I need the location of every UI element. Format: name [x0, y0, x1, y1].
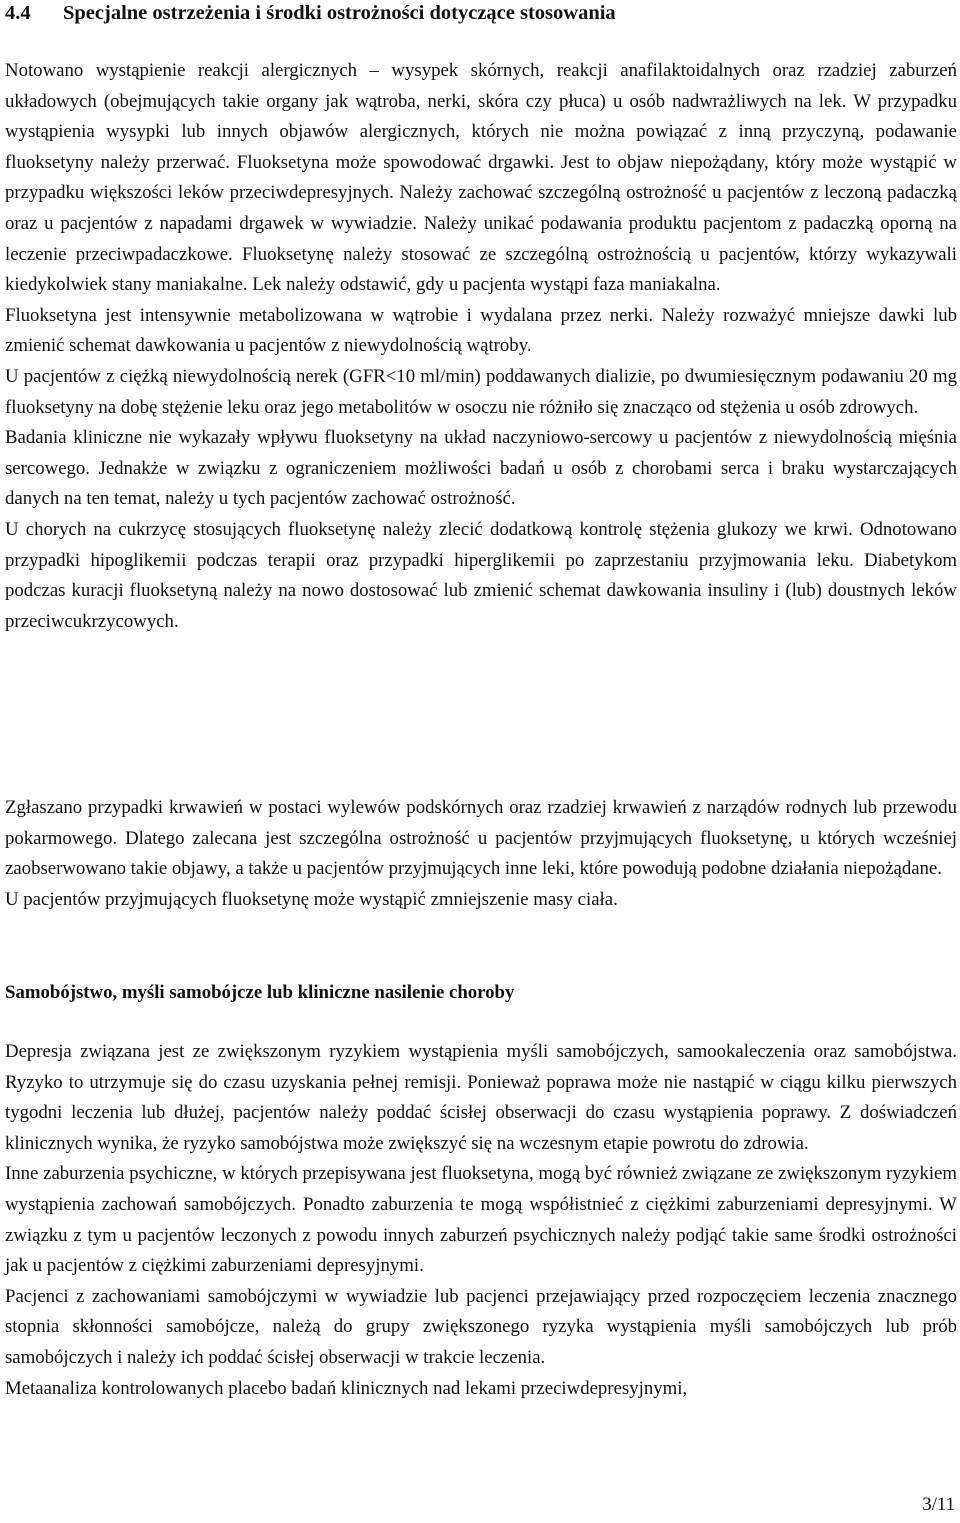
- paragraph-suicidal-history: Pacjenci z zachowaniami samobójczymi w wywiadzie lub pacjenci przejawiający przed rozpoczęciem leczenia znacznego stopnia skłonności samobójcze, należą do grupy zwiększonego ryzyka wystąpienia myśli samobójczych lub prób samobójczych i należy ich poddać ścisłej obserwacji w trakcie leczenia.: [5, 1285, 957, 1368]
- body-block-warnings: [5, 56, 957, 637]
- section-number: 4.4: [5, 2, 31, 24]
- paragraph-cardio: Badania kliniczne nie wykazały wpływu fluoksetyny na układ naczyniowo-sercowy u pacjentów z niewydolnością mięśnia sercowego. Jednakże w związku z ograniczeniem możliwości badań u osób z chorobami serca i braku wystarczających danych na ten temat, należy u tych pacjentów zachować ostrożność.: [5, 427, 957, 510]
- paragraph-weight-loss: U pacjentów przyjmujących fluoksetynę może wystąpić zmniejszenie masy ciała.: [5, 888, 618, 910]
- paragraph-kidney: U pacjentów z ciężką niewydolnością nerek (GFR<10 ml/min) poddawanych dializie, po dwumiesięcznym podawaniu 20 mg fluoksetyny na dobę stężenie leku oraz jego metabolitów w osoczu nie różniło się znacząco od stężenia u osób zdrowych.: [5, 365, 957, 418]
- subheading-suicide: Samobójstwo, myśli samobójcze lub kliniczne nasilenie choroby: [5, 982, 515, 1003]
- paragraph-allergic-reactions: Notowano wystąpienie reakcji alergicznych – wysypek skórnych, reakcji anafilaktoidalnych oraz rzadziej zaburzeń układowych (obejmujących takie organy jak wątroba, nerki, skóra czy płuca) u osób nadwrażliwych na lek. W przypadku wystąpienia wysypki lub innych objawów alergicznych, których nie można powiązać z inną przyczyną, podawanie fluoksetyny należy przerwać. Fluoksetyna może spowodować drgawki. Jest to objaw niepożądany, który może wystąpić w przypadku większości leków przeciwdepresyjnych. Należy zachować szczególną ostrożność u pacjentów z leczoną padaczką oraz u pacjentów z napadami drgawek w wywiadzie. Należy unikać podawania produktu pacjentom z padaczką oporną na leczenie przeciwpadaczkowe. Fluoksetynę należy stosować ze szczególną ostrożnością u pacjentów, którzy wykazywali kiedykolwiek stany maniakalne. Lek należy odstawić, gdy u pacjenta wystąpi faza maniakalna.: [5, 60, 957, 296]
- paragraph-depression-risk: Depresja związana jest ze zwiększonym ryzykiem wystąpienia myśli samobójczych, samookaleczenia oraz samobójstwa. Ryzyko to utrzymuje się do czasu uzyskania pełnej remisji. Ponieważ poprawa może nie nastąpić w ciągu kilku pierwszych tygodni leczenia lub dłużej, pacjentów należy poddać ścisłej obserwacji do czasu wystąpienia poprawy. Z doświadczeń klinicznych wynika, że ryzyko samobójstwa może zwiększyć się na wczesnym etapie powrotu do zdrowia.: [5, 1041, 957, 1154]
- body-block-bleeding: [5, 793, 957, 915]
- paragraph-liver: Fluoksetyna jest intensywnie metabolizowana w wątrobie i wydalana przez nerki. Należy rozważyć mniejsze dawki lub zmienić schemat dawkowania u pacjentów z niewydolnością wątroby.: [5, 304, 957, 357]
- body-block-suicide: [5, 1037, 957, 1404]
- section-heading: [5, 0, 616, 28]
- page-number: 3/11: [922, 1494, 955, 1515]
- document-page: [5, 0, 957, 1523]
- paragraph-diabetes: U chorych na cukrzycę stosujących fluoksetynę należy zlecić dodatkową kontrolę stężenia glukozy we krwi. Odnotowano przypadki hipoglikemii podczas terapii oraz przypadki hiperglikemii po zaprzestaniu przyjmowania leku. Diabetykom podczas kuracji fluoksetyną należy na nowo dostosować lub zmienić schemat dawkowania insuliny i (lub) doustnych leków przeciwcukrzycowych.: [5, 518, 957, 632]
- paragraph-bleeding: Zgłaszano przypadki krwawień w postaci wylewów podskórnych oraz rzadziej krwawień z narządów rodnych lub przewodu pokarmowego. Dlatego zalecana jest szczególna ostrożność u pacjentów przyjmujących fluoksetynę, u których wcześniej zaobserwowano takie objawy, a także u pacjentów przyjmujących inne leki, które powodują podobne działania niepożądane.: [5, 797, 957, 880]
- paragraph-meta-analysis: Metaanaliza kontrolowanych placebo badań klinicznych nad lekami przeciwdepresyjnymi,: [5, 1377, 688, 1399]
- section-title: Specjalne ostrzeżenia i środki ostrożności dotyczące stosowania: [63, 2, 616, 24]
- paragraph-other-disorders: Inne zaburzenia psychiczne, w których przepisywana jest fluoksetyna, mogą być również związane ze zwiększonym ryzykiem wystąpienia zachowań samobójczych. Ponadto zaburzenia te mogą współistnieć z ciężkimi zaburzeniami depresyjnymi. W związku z tym u pacjentów leczonych z powodu innych zaburzeń psychicznych należy podjąć takie same środki ostrożności jak u pacjentów z ciężkimi zaburzeniami depresyjnymi.: [5, 1163, 957, 1277]
